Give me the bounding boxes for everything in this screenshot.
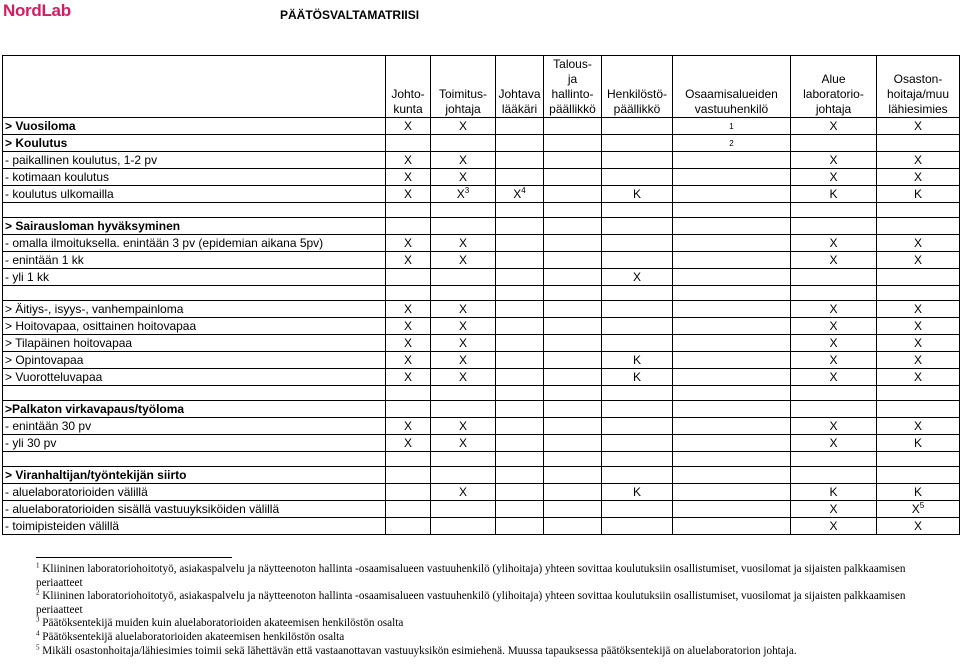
matrix-cell [877,135,960,152]
matrix-cell: X [791,118,877,135]
matrix-cell: X [877,418,960,435]
matrix-cell [496,418,544,435]
matrix-cell: X [791,152,877,169]
matrix-cell: X [431,369,496,386]
matrix-cell [544,369,602,386]
row-label: - yli 1 kk [3,269,386,286]
matrix-cell [673,435,791,452]
row-label: > Koulutus [3,135,386,152]
matrix-cell [496,435,544,452]
matrix-cell [544,169,602,186]
matrix-cell [673,169,791,186]
empty-cell [877,203,960,218]
header-label-cell [3,56,386,118]
empty-cell [877,386,960,401]
matrix-cell [791,269,877,286]
table-row [3,152,960,169]
row-label: - yli 30 pv [3,435,386,452]
matrix-cell [544,484,602,501]
matrix-cell [544,186,602,203]
matrix-cell [496,467,544,484]
matrix-cell: X [386,118,431,135]
row-label: > Vuosiloma [3,118,386,135]
matrix-cell [673,152,791,169]
matrix-cell [544,118,602,135]
row-label: - enintään 30 pv [3,418,386,435]
matrix-cell: X [386,335,431,352]
matrix-cell: K [877,484,960,501]
row-label: - toimipisteiden välillä [3,518,386,535]
spacer-row [3,452,960,467]
empty-cell [496,452,544,467]
empty-cell [386,452,431,467]
table-row [3,301,960,318]
column-header: Osaamisalueiden vastuuhenkilö [673,56,791,118]
matrix-cell: X [386,418,431,435]
matrix-cell: X [791,435,877,452]
matrix-cell [544,318,602,335]
matrix-cell [673,218,791,235]
column-header: Osaston- hoitaja/muu lähiesimies [877,56,960,118]
matrix-cell: X [791,318,877,335]
matrix-cell: K [877,435,960,452]
matrix-cell: K [602,484,673,501]
table-row [3,401,960,418]
empty-cell [602,452,673,467]
matrix-cell: X [877,369,960,386]
row-label: - enintään 1 kk [3,252,386,269]
spacer-row [3,286,960,301]
matrix-cell: X [877,152,960,169]
matrix-cell [431,186,496,203]
column-header: Johtava lääkäri [496,56,544,118]
matrix-cell: X [431,352,496,369]
matrix-cell: X [877,318,960,335]
cell-mark: X [456,187,465,201]
matrix-cell [673,501,791,518]
matrix-cell [544,435,602,452]
row-label: > Sairausloman hyväksyminen [3,218,386,235]
spacer-row [3,386,960,401]
column-header: Johto- kunta [386,56,431,118]
matrix-cell [496,401,544,418]
matrix-cell: X [791,352,877,369]
matrix-cell: X [877,335,960,352]
matrix-cell [791,135,877,152]
table-row [3,418,960,435]
matrix-cell [602,501,673,518]
matrix-cell [673,118,791,135]
matrix-cell [602,335,673,352]
matrix-cell: X [386,169,431,186]
matrix-cell [673,401,791,418]
matrix-cell [602,252,673,269]
matrix-cell: X [791,335,877,352]
empty-cell [602,386,673,401]
matrix-cell [602,235,673,252]
empty-cell [673,286,791,301]
matrix-cell [673,418,791,435]
matrix-cell [386,401,431,418]
empty-cell [3,386,386,401]
table-row [3,352,960,369]
matrix-cell: X [791,518,877,535]
table-row [3,135,960,152]
matrix-cell [602,152,673,169]
footnote-number: 3 [36,615,40,624]
matrix-cell [673,235,791,252]
row-label: - koulutus ulkomailla [3,186,386,203]
table-row [3,118,960,135]
matrix-cell [791,401,877,418]
matrix-cell [496,186,544,203]
matrix-cell: K [877,186,960,203]
table-row [3,169,960,186]
matrix-cell [602,118,673,135]
matrix-cell [496,352,544,369]
matrix-cell: X [877,169,960,186]
footnote [36,563,946,590]
matrix-cell [386,135,431,152]
row-label: - aluelaboratorioiden välillä [3,484,386,501]
row-label: - omalla ilmoituksella. enintään 3 pv (epidemian aikana 5pv) [3,235,386,252]
matrix-cell [544,352,602,369]
empty-cell [877,452,960,467]
empty-cell [544,452,602,467]
matrix-cell [386,501,431,518]
empty-cell [877,286,960,301]
matrix-cell: X [877,352,960,369]
matrix-cell: X [877,252,960,269]
matrix-body [3,118,960,535]
footnote-number: 1 [36,561,40,570]
table-row [3,467,960,484]
matrix-cell [496,135,544,152]
matrix-cell [496,301,544,318]
matrix-cell [431,135,496,152]
matrix-cell: X [431,252,496,269]
matrix-cell [673,335,791,352]
row-label: - kotimaan koulutus [3,169,386,186]
empty-cell [496,203,544,218]
cell-footnote-ref: 2 [729,139,734,148]
matrix-cell: X [431,435,496,452]
matrix-cell [386,218,431,235]
matrix-cell [673,269,791,286]
matrix-cell [602,218,673,235]
empty-cell [386,286,431,301]
footnote-number: 4 [36,629,40,638]
row-label: > Äitiys-, isyys-, vanhempainloma [3,301,386,318]
matrix-cell [431,269,496,286]
footnote-text: Kliininen laboratoriohoitotyö, asiakaspalvelu ja näytteenoton hallinta -osaamisalueen vastuuhenkilö (ylihoitaja) yhteen sovittaa koulutuksiin osallistumiset, vuosilomat ja sijaisten palkkaamisen periaatteet [36,563,906,589]
matrix-cell: K [602,186,673,203]
table-row [3,235,960,252]
matrix-cell: X [386,435,431,452]
page-title: PÄÄTÖSVALTAMATRIISI [280,8,420,22]
table-row [3,269,960,286]
matrix-cell [544,501,602,518]
empty-cell [673,386,791,401]
matrix-cell: X [386,352,431,369]
matrix-cell: K [791,484,877,501]
matrix-cell [544,301,602,318]
logo-text: NordLab [3,1,71,20]
matrix-cell: X [431,169,496,186]
matrix-cell [496,335,544,352]
matrix-cell [496,152,544,169]
matrix-cell: X [431,335,496,352]
empty-cell [386,203,431,218]
matrix-cell: X [791,501,877,518]
matrix-cell [496,501,544,518]
matrix-cell [791,467,877,484]
matrix-cell: K [791,186,877,203]
matrix-cell [496,235,544,252]
cell-footnote-ref: 5 [919,501,925,510]
decision-matrix-table [2,55,960,535]
matrix-cell: X [431,318,496,335]
row-label: > Vuorotteluvapaa [3,369,386,386]
matrix-cell [386,467,431,484]
empty-cell [791,286,877,301]
matrix-cell: X [431,418,496,435]
matrix-cell [544,335,602,352]
matrix-cell [673,467,791,484]
matrix-cell [431,518,496,535]
matrix-cell [673,352,791,369]
footnote-text: Kliininen laboratoriohoitotyö, asiakaspalvelu ja näytteenoton hallinta -osaamisalueen vastuuhenkilö (ylihoitaja) yhteen sovittaa koulutuksiin osallistumiset, vuosilomat ja sijaisten palkkaamisen periaatteet [36,590,906,616]
matrix-cell [544,218,602,235]
row-label: > Hoitovapaa, osittainen hoitovapaa [3,318,386,335]
matrix-cell [386,269,431,286]
matrix-cell [496,269,544,286]
empty-cell [791,203,877,218]
footnote [36,590,946,617]
matrix-cell [877,501,960,518]
matrix-cell [877,467,960,484]
table-row [3,335,960,352]
matrix-cell: X [877,301,960,318]
matrix-cell [496,118,544,135]
matrix-cell: X [386,152,431,169]
empty-cell [791,386,877,401]
footnote-text: Päätöksentekijä aluelaboratorioiden akateemisen henkilöstön osalta [42,630,345,643]
empty-cell [602,286,673,301]
cell-mark: X [513,187,522,201]
header-row [3,56,960,118]
matrix-cell: X [386,186,431,203]
nordlab-logo [3,1,71,21]
matrix-cell [673,252,791,269]
matrix-cell [673,484,791,501]
footnote-number: 5 [36,642,40,651]
matrix-cell: X [877,235,960,252]
matrix-cell: X [791,418,877,435]
matrix-cell: X [791,301,877,318]
matrix-cell [496,252,544,269]
empty-cell [3,286,386,301]
matrix-cell [496,318,544,335]
row-label: - aluelaboratorioiden sisällä vastuuyksiköiden välillä [3,501,386,518]
footnote-text: Päätöksentekijä muiden kuin aluelaboratorioiden akateemisen henkilöstön osalta [42,617,404,630]
matrix-cell [877,218,960,235]
matrix-cell: X [791,252,877,269]
table-row [3,186,960,203]
matrix-cell: X [791,235,877,252]
matrix-cell [431,467,496,484]
matrix-cell [602,301,673,318]
matrix-cell [544,418,602,435]
matrix-cell [544,518,602,535]
matrix-cell [496,518,544,535]
matrix-cell: X [386,235,431,252]
matrix-cell [431,501,496,518]
footnote [36,617,946,631]
matrix-cell: X [431,118,496,135]
matrix-cell [544,252,602,269]
column-header: Alue laboratorio- johtaja [791,56,877,118]
matrix-cell: X [431,301,496,318]
footnote-text: Mikäli osastonhoitaja/lähiesimies toimii sekä lähettävän että vastaanottavan vastuuyksikön esimiehenä. Muussa tapauksessa päätöksentekijä on aluelaboratorion johtaja. [42,644,797,657]
table-row [3,218,960,235]
empty-cell [673,203,791,218]
matrix-cell [673,318,791,335]
matrix-cell [544,401,602,418]
matrix-cell: K [602,352,673,369]
matrix-cell: K [602,369,673,386]
cell-footnote-ref: 4 [521,186,526,195]
cell-mark: X [911,502,920,516]
matrix-cell [431,401,496,418]
empty-cell [3,203,386,218]
matrix-cell [877,269,960,286]
row-label: > Viranhaltijan/työntekijän siirto [3,467,386,484]
matrix-cell [386,484,431,501]
matrix-cell [602,435,673,452]
row-label: > Opintovapaa [3,352,386,369]
cell-footnote-ref: 1 [729,122,734,131]
empty-cell [544,386,602,401]
matrix-cell [673,186,791,203]
row-label: >Palkaton virkavapaus/työloma [3,401,386,418]
matrix-cell: X [877,118,960,135]
spacer-row [3,203,960,218]
matrix-cell [602,135,673,152]
footnote [36,642,946,659]
empty-cell [496,386,544,401]
footnote-divider [36,557,232,558]
cell-footnote-ref: 3 [464,186,470,195]
matrix-cell [602,467,673,484]
empty-cell [431,452,496,467]
table-row [3,435,960,452]
empty-cell [544,203,602,218]
matrix-cell [544,235,602,252]
matrix-cell: X [431,484,496,501]
matrix-cell [544,152,602,169]
matrix-cell [602,418,673,435]
matrix-cell: X [602,269,673,286]
matrix-cell [877,401,960,418]
matrix-cell [431,218,496,235]
table-row [3,318,960,335]
matrix-cell: X [791,169,877,186]
matrix-cell: X [386,252,431,269]
matrix-cell [496,369,544,386]
matrix-cell [544,467,602,484]
empty-cell [791,452,877,467]
empty-cell [673,452,791,467]
table-row [3,501,960,518]
empty-cell [496,286,544,301]
row-label: - paikallinen koulutus, 1-2 pv [3,152,386,169]
column-header: Toimitus- johtaja [431,56,496,118]
matrix-cell [496,218,544,235]
footnotes [36,557,946,658]
empty-cell [3,452,386,467]
matrix-cell: X [877,518,960,535]
empty-cell [431,386,496,401]
matrix-cell: X [791,369,877,386]
matrix-cell: X [431,152,496,169]
column-header: Talous- ja hallinto- päällikkö [544,56,602,118]
matrix-cell: X [431,235,496,252]
matrix-cell: X [386,318,431,335]
empty-cell [602,203,673,218]
table-row [3,484,960,501]
matrix-cell: X [386,369,431,386]
row-label: > Tilapäinen hoitovapaa [3,335,386,352]
table-row [3,252,960,269]
matrix-cell [673,369,791,386]
matrix-cell [496,484,544,501]
matrix-cell [544,269,602,286]
matrix-cell [673,135,791,152]
empty-cell [544,286,602,301]
footnote [36,631,946,645]
matrix-cell [602,401,673,418]
table-row [3,369,960,386]
matrix-cell [544,135,602,152]
footnote-number: 2 [36,588,40,597]
empty-cell [386,386,431,401]
matrix-cell [386,518,431,535]
matrix-cell [602,318,673,335]
matrix-cell [496,169,544,186]
footnote-list [36,563,946,658]
matrix-cell [673,301,791,318]
matrix-cell [791,218,877,235]
matrix-cell [602,518,673,535]
matrix-cell: X [386,301,431,318]
empty-cell [431,286,496,301]
matrix-cell [673,518,791,535]
table-row [3,518,960,535]
column-header: Henkilöstö- päällikkö [602,56,673,118]
matrix-cell [602,169,673,186]
empty-cell [431,203,496,218]
